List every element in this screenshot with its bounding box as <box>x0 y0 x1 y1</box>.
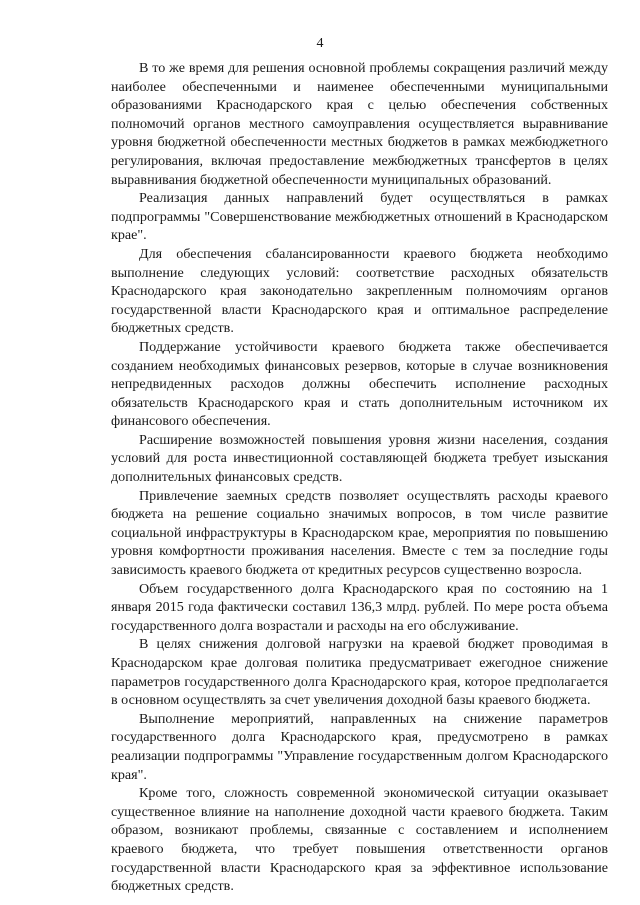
paragraph: Объем государственного долга Краснодарского края по состоянию на 1 января 2015 года фактически составил 136,3 млрд. рублей. По мере роста объема государственного долга возрастали и расходы на его обслуживание. <box>111 580 608 634</box>
paragraph: Расширение возможностей повышения уровня жизни населения, создания условий для роста инвестиционной составляющей бюджета требует изыскания дополнительных финансовых средств. <box>111 431 608 486</box>
page-number: 4 <box>316 36 324 51</box>
paragraph: Реализация данных направлений будет осуществляться в рамках подпрограммы "Совершенствование межбюджетных отношений в Краснодарском крае". <box>111 190 608 244</box>
paragraph: Кроме того, сложность современной экономической ситуации оказывает существенное влияние на наполнение доходной части краевого бюджета. Таким образом, возникают проблемы, связанные с составлением и исполнением краевого бюджета, что требует повышения ответственности органов государственной власти Краснодарского края за эффективное использование бюджетных средств. <box>111 785 608 895</box>
paragraph: Поддержание устойчивости краевого бюджета также обеспечивается созданием необходимых финансовых резервов, которые в случае возникновения непредвиденных расходов должны обеспечить исполнение расходных обязательств Краснодарского края и стать дополнительным источником их финансового обеспечения. <box>111 338 608 430</box>
paragraph: Привлечение заемных средств позволяет осуществлять расходы краевого бюджета на решение социально значимых вопросов, в том числе развитие социальной инфраструктуры в Краснодарском крае, мероприятия по повышению уровня комфортности проживания населения. Вместе с тем за последние годы зависимость краевого бюджета от кредитных ресурсов существенно возросла. <box>111 487 608 579</box>
paragraph: В то же время для решения основной проблемы сокращения различий между наиболее обеспеченными и наименее обеспеченными муниципальными образованиями Краснодарского края с целью обеспечения собственных полномочий органов местного самоуправления осуществляется выравнивание уровня бюджетной обеспеченности местных бюджетов в рамках межбюджетного регулирования, включая предоставление межбюджетных трансфертов в целях выравнивания бюджетной обеспеченности муниципальных образований. <box>111 60 608 188</box>
paragraph: Выполнение мероприятий, направленных на снижение параметров государственного долга Краснодарского края, предусмотрено в рамках реализации подпрограммы "Управление государственным долгом Краснодарского края". <box>111 710 608 783</box>
paragraph: Для обеспечения сбалансированности краевого бюджета необходимо выполнение следующих условий: соответствие расходных обязательств Краснодарского края законодательно закрепленным полномочиям органов государственной власти Краснодарского края и оптимальное распределение бюджетных средств. <box>111 245 608 337</box>
body-text <box>111 59 608 896</box>
paragraph: В целях снижения долговой нагрузки на краевой бюджет проводимая в Краснодарском крае долговая политика предусматривает ежегодное снижение параметров государственного долга Краснодарского края, которое предполагается в основном осуществлять за счет увеличения доходной базы краевого бюджета. <box>111 636 608 709</box>
